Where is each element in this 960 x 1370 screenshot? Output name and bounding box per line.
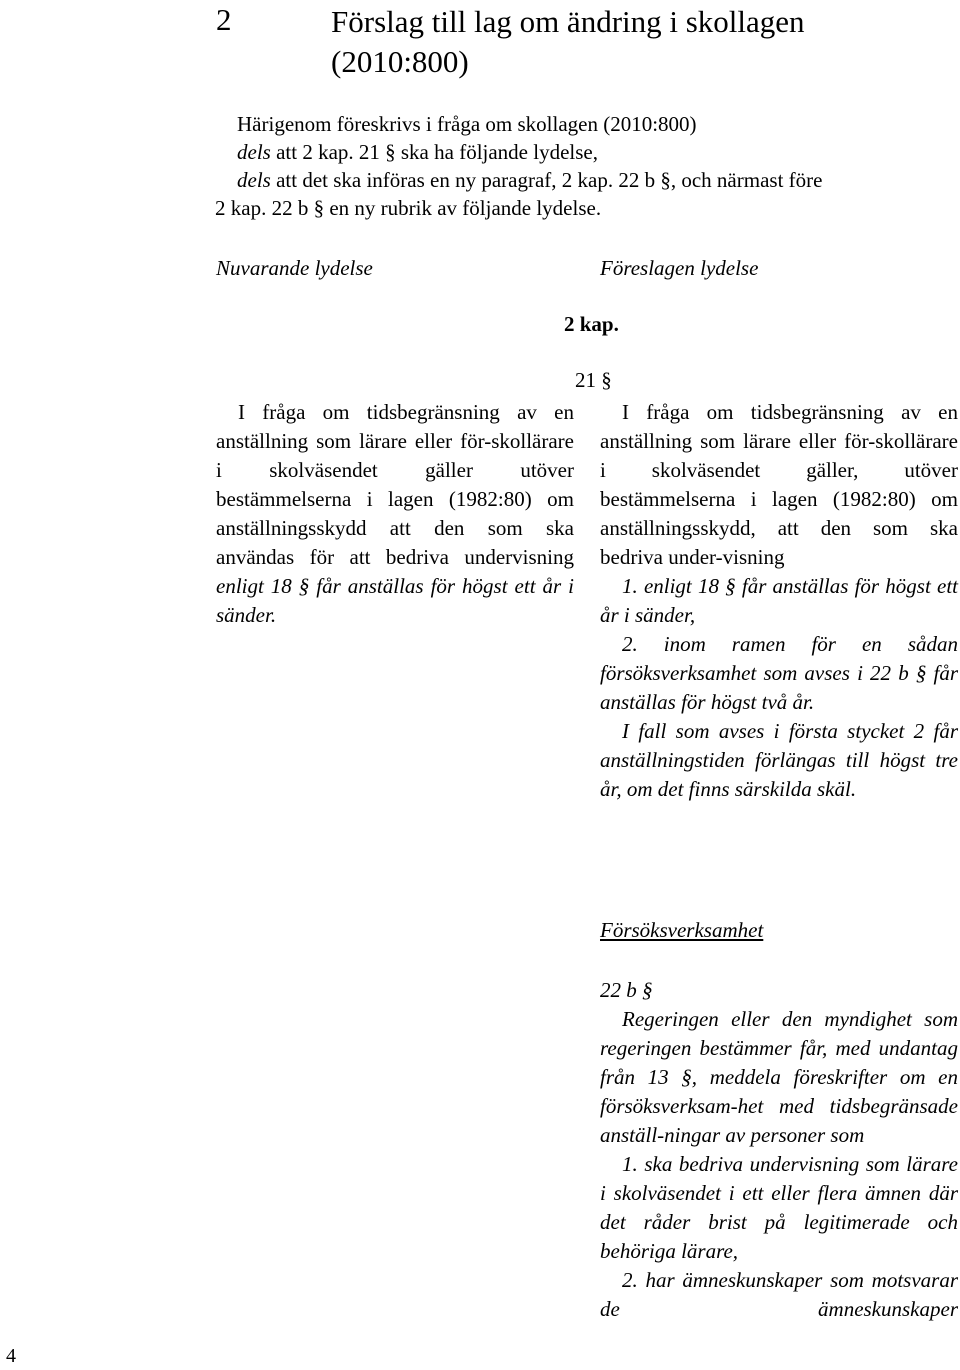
section-22b-item-2: 2. har ämneskunskaper som motsvarar de ämneskunskaper: [600, 1268, 958, 1321]
section-22b-label: 22 b §: [600, 978, 653, 1002]
intro-line2-rest: att 2 kap. 21 § ska ha följande lydelse,: [270, 140, 598, 164]
section-22b-item-1: 1. ska bedriva undervisning som lärare i skolväsendet i ett eller flera ämnen där det råder brist på legitimerade och behöriga lärare,: [600, 1152, 958, 1263]
right-item-1: 1. enligt 18 § får anställas för högst ett år i sänder,: [600, 574, 958, 627]
right-item-2: 2. inom ramen för en sådan försöksverksamhet som avses i 22 b § får anställas för högst två år.: [600, 632, 958, 714]
heading-title-line2: (2010:800): [331, 44, 469, 79]
right-paragraph-1: I fråga om tidsbegränsning av en anställning som lärare eller för-skollärare i skolväsendet gäller, utöver bestämmelserna i lagen (1982:80) om anställningsskydd, att den som ska bedriva under-visning: [600, 400, 958, 569]
intro-dels-2: dels: [237, 168, 271, 192]
heading-title: [331, 2, 951, 82]
intro-line1: Härigenom föreskrivs i fråga om skollagen (2010:800): [237, 112, 697, 136]
right-column-header: Föreslagen lydelse: [600, 256, 759, 280]
section-22b-paragraph: Regeringen eller den myndighet som regeringen bestämmer får, med undantag från 13 §, meddela föreskrifter om en försöksverksam-het med tidsbegränsade anställ-ningar av personer som: [600, 1007, 958, 1147]
intro-line3-rest: att det ska införas en ny paragraf, 2 kap. 22 b §, och närmast före: [270, 168, 823, 192]
intro-line2: [237, 138, 957, 166]
heading-title-line1: Förslag till lag om ändring i skollagen: [331, 4, 805, 39]
heading-number: 2: [216, 2, 232, 37]
left-paragraph: [216, 398, 574, 630]
intro-text: [215, 110, 957, 222]
page-number: 4: [6, 1345, 16, 1367]
section-21-label: 21 §: [575, 368, 612, 392]
left-paragraph-italic: enligt 18 § får anställas för högst ett år i sänder.: [216, 574, 574, 627]
section-22b-text: [600, 1005, 958, 1324]
left-column-text: [216, 398, 574, 630]
intro-line3: [237, 166, 957, 194]
left-column-header: Nuvarande lydelse: [216, 256, 373, 280]
left-paragraph-plain: I fråga om tidsbegränsning av en anställning som lärare eller för-skollärare i skolväsendet gäller utöver bestämmelserna i lagen (1982:80) om anställningsskydd att den som ska användas för att bedriva undervisning: [216, 400, 574, 569]
intro-dels-1: dels: [237, 140, 271, 164]
chapter-label: 2 kap.: [564, 312, 619, 336]
intro-line4: 2 kap. 22 b § en ny rubrik av följande lydelse.: [215, 196, 602, 220]
new-section-heading: Försöksverksamhet: [600, 918, 764, 942]
right-column-text: [600, 398, 958, 804]
right-paragraph-2: I fall som avses i första stycket 2 får anställningstiden förlängas till högst tre år, om det finns särskilda skäl.: [600, 719, 958, 801]
